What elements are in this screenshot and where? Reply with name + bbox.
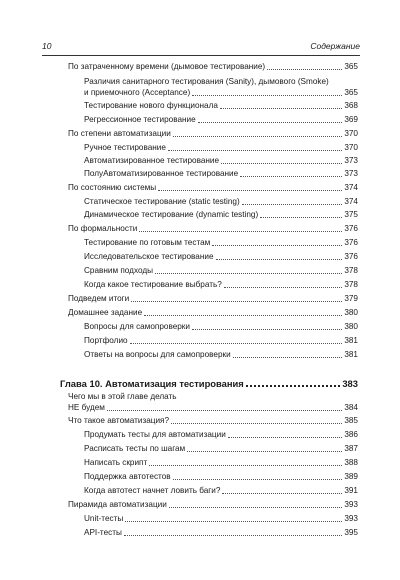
toc-entry (84, 250, 358, 262)
toc-entry (84, 113, 358, 125)
dot-leader (107, 409, 342, 411)
toc-entry-page: 374 (344, 197, 358, 206)
toc-entry-page: 370 (344, 129, 358, 138)
dot-leader (139, 230, 342, 232)
toc-entry-title: По состоянию системы (68, 183, 157, 192)
dot-leader (124, 534, 342, 536)
toc-entry-page: 375 (344, 210, 358, 219)
toc-entry (84, 195, 358, 207)
dot-leader (173, 135, 343, 137)
toc-entry-page: 365 (344, 88, 358, 97)
toc-entry-page: 388 (344, 458, 358, 467)
toc-entry-title: Динамическое тестирование (dynamic testing) (84, 210, 259, 219)
dot-leader (155, 272, 342, 274)
toc-entry-title: API-тесты (84, 528, 122, 537)
toc-entry-title: Различия санитарного тестирования (Sanity), дымового (Smoke) (84, 77, 329, 86)
toc-entry-page: 380 (344, 322, 358, 331)
toc-entry-title: Пирамида автоматизации (68, 500, 167, 509)
toc-entry-page: 381 (344, 350, 358, 359)
toc-entry (84, 484, 358, 496)
toc-entry-title: ПолуАвтоматизированное тестирование (84, 169, 239, 178)
toc-entry-title: Что такое автоматизация? (68, 416, 170, 425)
toc-entry-page: 376 (344, 224, 358, 233)
toc-entry-title-cont: и приемочного (Acceptance) (84, 88, 191, 97)
dot-leader (168, 149, 342, 151)
toc-entry-title: Написать скрипт (84, 458, 148, 467)
toc-entry-page: 389 (344, 472, 358, 481)
dot-leader (246, 384, 341, 387)
toc-entry-title: Продумать тесты для автоматизации (84, 430, 226, 439)
dot-leader (267, 68, 342, 70)
dot-leader (192, 328, 342, 330)
toc-entry-title: Вопросы для самопроверки (84, 322, 190, 331)
toc-entry (68, 127, 358, 139)
toc-entry-page: 391 (344, 486, 358, 495)
toc-entry (68, 181, 358, 193)
dot-leader (192, 94, 342, 96)
toc-entry-page: 393 (344, 514, 358, 523)
toc-entry (84, 456, 358, 468)
toc-entry-title: Регрессионное тестирование (84, 115, 196, 124)
dot-leader (216, 258, 343, 260)
dot-leader (240, 175, 342, 177)
toc-entry-page: 393 (344, 500, 358, 509)
dot-leader (171, 422, 342, 424)
toc-entry-page: 395 (344, 528, 358, 537)
toc-entry (68, 60, 358, 72)
toc-entry-title: Когда автотест начнет ловить баги? (84, 486, 221, 495)
toc-entry (68, 498, 358, 510)
toc-entry-page: 379 (344, 294, 358, 303)
toc-entry (84, 470, 358, 482)
toc-entry (84, 167, 358, 179)
toc-entry-title: Ручное тестирование (84, 143, 166, 152)
toc-entry (68, 391, 358, 413)
toc-entry-page: 373 (344, 169, 358, 178)
toc-entry-title: Сравним подходы (84, 266, 153, 275)
toc-entry-title: Тестирование по готовым тестам (84, 238, 211, 247)
dot-leader (260, 216, 342, 218)
toc-entry-page: 376 (344, 238, 358, 247)
toc-entry-title: Исследовательское тестирование (84, 252, 214, 261)
toc-entry-page: 380 (344, 308, 358, 317)
toc-entry-page: 374 (344, 183, 358, 192)
toc-entry-page: 381 (344, 336, 358, 345)
dot-leader (221, 162, 342, 164)
toc-entry-title: Когда какое тестирование выбрать? (84, 280, 222, 289)
dot-leader (228, 436, 343, 438)
dot-leader (149, 464, 342, 466)
toc-entry-title: По степени автоматизации (68, 129, 171, 138)
toc-entry (84, 320, 358, 332)
chapter-heading (60, 375, 358, 389)
section-title: Содержание (310, 41, 360, 51)
toc-entry-title: По формальности (68, 224, 138, 233)
dot-leader (242, 203, 343, 205)
toc-entry (84, 76, 358, 98)
dot-leader (130, 342, 343, 344)
toc-entry (84, 428, 358, 440)
toc-entry-title: Ответы на вопросы для самопроверки (84, 350, 231, 359)
toc-entry (84, 348, 358, 360)
toc-entry-page: 378 (344, 280, 358, 289)
toc-entry (84, 141, 358, 153)
dot-leader (173, 478, 343, 480)
dot-leader (233, 356, 343, 358)
page-header (42, 41, 360, 56)
page-number: 10 (42, 41, 52, 51)
toc-entry-page: 386 (344, 430, 358, 439)
toc-entry-title: Статическое тестирование (static testing) (84, 197, 240, 206)
toc-entry (84, 334, 358, 346)
dot-leader (125, 520, 342, 522)
dot-leader (198, 121, 343, 123)
dot-leader (212, 244, 342, 246)
toc-entry (84, 442, 358, 454)
dot-leader (222, 492, 342, 494)
toc-entry (68, 306, 358, 318)
toc-entry-title: Тестирование нового функционала (84, 101, 218, 110)
toc-entry (84, 208, 358, 220)
toc-entry-title: Глава 10. Автоматизация тестирования (60, 378, 244, 389)
toc-entry (84, 154, 358, 166)
toc-entry-page: 378 (344, 266, 358, 275)
toc-entry-page: 384 (344, 403, 358, 412)
toc-entry-title: Чего мы в этой главе делать (68, 392, 177, 401)
toc-entry-title: Поддержка автотестов (84, 472, 171, 481)
dot-leader (169, 506, 343, 508)
toc-entry-page: 385 (344, 416, 358, 425)
dot-leader (224, 286, 343, 288)
toc-entry-page: 368 (344, 101, 358, 110)
toc-entry-title: Портфолио (84, 336, 128, 345)
toc-entry (68, 292, 358, 304)
toc-entry (84, 99, 358, 111)
dot-leader (220, 107, 342, 109)
toc-entry-page: 387 (344, 444, 358, 453)
toc-entry-title: Домашнее задание (68, 308, 143, 317)
dot-leader (144, 314, 342, 316)
toc-entry (84, 512, 358, 524)
toc-entry-title: Расписать тесты по шагам (84, 444, 186, 453)
toc-entry-page: 369 (344, 115, 358, 124)
toc-entry (84, 264, 358, 276)
toc-entry (84, 278, 358, 290)
toc-entry-title: Подведем итоги (68, 294, 130, 303)
toc-entry-page: 370 (344, 143, 358, 152)
toc-entry (68, 414, 358, 426)
toc-entry-page: 383 (342, 378, 358, 389)
toc-entry-page: 373 (344, 156, 358, 165)
toc-entry-title: Unit-тесты (84, 514, 124, 523)
toc-entry-title-cont: НЕ будем (68, 403, 105, 412)
toc-entry (84, 526, 358, 538)
toc-entry-page: 365 (344, 62, 358, 71)
toc-entry (68, 222, 358, 234)
dot-leader (158, 189, 342, 191)
toc-entry (84, 236, 358, 248)
dot-leader (187, 450, 342, 452)
toc-entry-title: Автоматизированное тестирование (84, 156, 220, 165)
toc-entry-title: По затраченному времени (дымовое тестирование) (68, 62, 266, 71)
dot-leader (131, 300, 342, 302)
toc-entry-page: 376 (344, 252, 358, 261)
